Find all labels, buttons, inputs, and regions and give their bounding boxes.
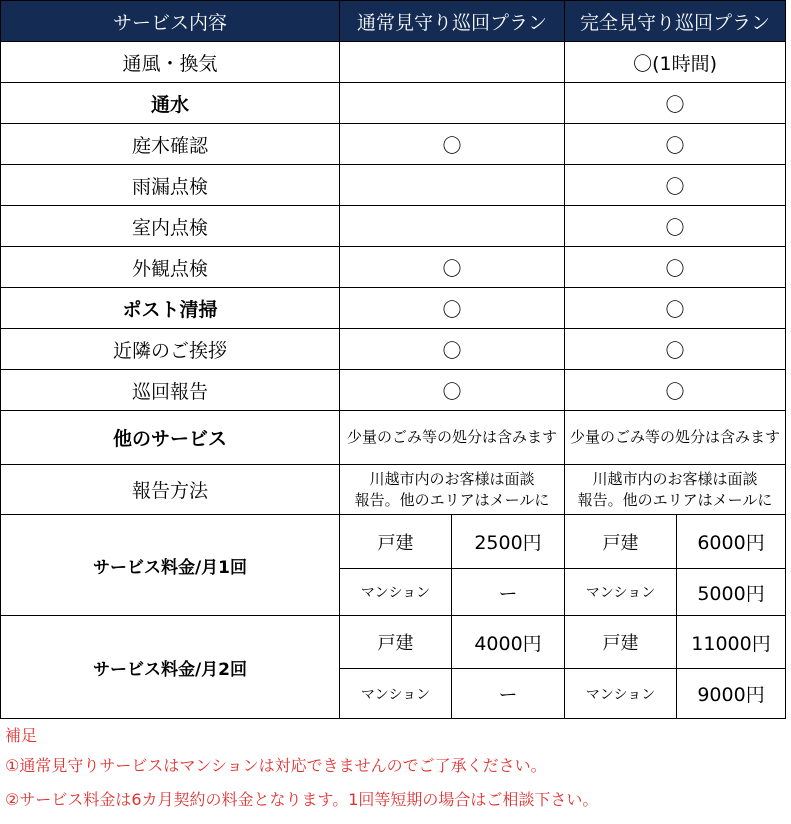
normal-mark: 〇	[340, 247, 565, 288]
full-mark: 〇	[565, 206, 786, 247]
normal-mark	[340, 165, 565, 206]
full-mark: 〇	[565, 247, 786, 288]
service-name: 通水	[1, 83, 340, 124]
fee-full-type: 戸建	[565, 616, 677, 669]
normal-mark	[340, 206, 565, 247]
header-row	[1, 1, 786, 42]
table-row	[1, 411, 786, 465]
table-row	[1, 124, 786, 165]
header-plan-full: 完全見守り巡回プラン	[565, 1, 786, 42]
normal-mark: 〇	[340, 370, 565, 411]
service-name: 雨漏点検	[1, 165, 340, 206]
fee-normal-price: 4000円	[452, 616, 565, 669]
full-mark: 〇	[565, 288, 786, 329]
notes-title: 補足	[5, 726, 38, 745]
fee-row	[1, 616, 786, 669]
normal-mark: 〇	[340, 329, 565, 370]
fee-normal-price: ー	[452, 569, 565, 616]
fee-normal-price: ー	[452, 669, 565, 719]
fee-type: マンション	[340, 569, 452, 616]
fee-row	[1, 515, 786, 569]
report-method-full	[565, 465, 786, 515]
full-mark: 〇(1時間)	[565, 42, 786, 83]
header-plan-normal: 通常見守り巡回プラン	[340, 1, 565, 42]
fee-type: マンション	[340, 669, 452, 719]
notes	[5, 726, 598, 824]
other-service-full: 少量のごみ等の処分は含みます	[565, 411, 786, 465]
service-name: 通風・換気	[1, 42, 340, 83]
note-item: ①通常見守りサービスはマンションは対応できませんのでご了承ください。	[5, 756, 547, 775]
report-normal-line2: 報告。他のエリアはメールに	[354, 490, 550, 509]
full-mark: 〇	[565, 165, 786, 206]
table-row	[1, 288, 786, 329]
report-full-line1: 川越市内のお客様は面談	[592, 469, 758, 488]
service-name: ポスト清掃	[1, 288, 340, 329]
normal-mark	[340, 83, 565, 124]
fee-name: サービス料金/月1回	[1, 515, 340, 616]
service-name: 外観点検	[1, 247, 340, 288]
table-row	[1, 465, 786, 515]
report-method-name: 報告方法	[1, 465, 340, 515]
fee-full-type: マンション	[565, 669, 677, 719]
fee-full-price: 9000円	[677, 669, 786, 719]
fee-full-type: 戸建	[565, 515, 677, 569]
full-mark: 〇	[565, 83, 786, 124]
table-row	[1, 247, 786, 288]
report-full-line2: 報告。他のエリアはメールに	[577, 490, 773, 509]
fee-normal-price: 2500円	[452, 515, 565, 569]
fee-type: 戸建	[340, 515, 452, 569]
service-name: 室内点検	[1, 206, 340, 247]
table-row	[1, 42, 786, 83]
report-normal-line1: 川越市内のお客様は面談	[369, 469, 535, 488]
fee-full-price: 5000円	[677, 569, 786, 616]
normal-mark	[340, 42, 565, 83]
note-item: ②サービス料金は6カ月契約の料金となります。1回等短期の場合はご相談下さい。	[5, 790, 599, 809]
table-row	[1, 370, 786, 411]
full-mark: 〇	[565, 329, 786, 370]
table-row	[1, 329, 786, 370]
fee-full-price: 11000円	[677, 616, 786, 669]
fee-type: 戸建	[340, 616, 452, 669]
table-row	[1, 83, 786, 124]
other-service-normal: 少量のごみ等の処分は含みます	[340, 411, 565, 465]
service-name: 巡回報告	[1, 370, 340, 411]
service-name: 近隣のご挨拶	[1, 329, 340, 370]
fee-name: サービス料金/月2回	[1, 616, 340, 719]
full-mark: 〇	[565, 124, 786, 165]
table-row	[1, 206, 786, 247]
fee-full-price: 6000円	[677, 515, 786, 569]
table-row	[1, 165, 786, 206]
report-method-normal	[340, 465, 565, 515]
service-name: 庭木確認	[1, 124, 340, 165]
normal-mark: 〇	[340, 288, 565, 329]
other-service-name: 他のサービス	[1, 411, 340, 465]
full-mark: 〇	[565, 370, 786, 411]
normal-mark: 〇	[340, 124, 565, 165]
header-service: サービス内容	[1, 1, 340, 42]
fee-full-type: マンション	[565, 569, 677, 616]
